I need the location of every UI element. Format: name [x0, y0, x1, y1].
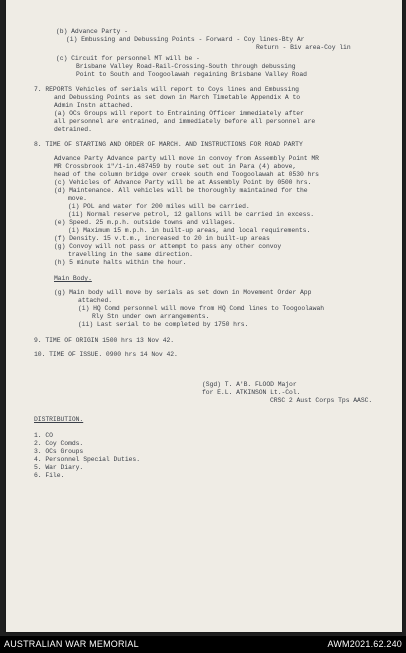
main-body-line: (g) Main body will move by serials as set down in Movement Order App — [54, 289, 312, 296]
paragraph-8-line: head of the column bridge over creek south end Toogoolawah at 0530 hrs — [54, 171, 319, 178]
distribution-heading: DISTRIBUTION. — [34, 416, 84, 423]
section-c-line: Point to South and Toogoolawah regaining Brisbane Valley Road — [76, 71, 307, 78]
main-body-line: attached. — [78, 297, 113, 304]
footer-institution: AUSTRALIAN WAR MEMORIAL — [4, 639, 139, 649]
distribution-item: 2. Coy Comds. — [34, 440, 84, 447]
main-body-line: (ii) Last serial to be completed by 1750 hrs. — [78, 321, 249, 328]
main-body-line: (i) HQ Comd personnel will move from HQ Comd lines to Toogoolawah — [78, 305, 325, 312]
main-body-heading: Main Body. — [54, 275, 92, 282]
section-c-heading: (c) Circuit for personnel MT will be - — [56, 55, 200, 62]
signature-line: CRSC 2 Aust Corps Tps AASC. — [270, 397, 373, 404]
paragraph-8-line: (d) Maintenance. All vehicles will be thoroughly maintained for the — [54, 187, 308, 194]
paragraph-8-line: (h) 5 minute halts within the hour. — [54, 259, 187, 266]
section-b-heading: (b) Advance Party - — [56, 28, 128, 35]
paragraph-8-heading: 8. TIME OF STARTING AND ORDER OF MARCH. AND INSTRUCTIONS FOR ROAD PARTY — [34, 141, 303, 148]
paragraph-8-line: move. — [68, 195, 87, 202]
paragraph-7-line: and Debussing Points as set down in March Timetable Appendix A to — [54, 94, 301, 101]
paragraph-8-line: MR Crossbrook 1"/1-in.487459 by route set out in Para (4) above, — [54, 163, 297, 170]
distribution-item: 6. File. — [34, 472, 65, 479]
paragraph-7: 7. REPORTS Vehicles of serials will report to Coys lines and Embussing — [34, 86, 299, 93]
section-b-line: Return - Biv area-Coy lin — [256, 44, 351, 51]
section-b-line: (i) Embussing and Debussing Points - Forward - Coy lines-Bty Ar — [66, 36, 305, 43]
paragraph-8-line: (ii) Normal reserve petrol, 12 gallons will be carried in excess. — [68, 211, 315, 218]
distribution-item: 3. OCs Groups — [34, 448, 84, 455]
paragraph-8-line: (f) Density. 15 v.t.m., increased to 20 in built-up areas — [54, 235, 270, 242]
paragraph-7-line: Admin Instn attached. — [54, 102, 134, 109]
section-c-line: Brisbane Valley Road-Rail-Crossing-South through debussing — [76, 63, 296, 70]
distribution-item: 5. War Diary. — [34, 464, 84, 471]
distribution-item: 1. CO — [34, 432, 53, 439]
document-page — [6, 0, 402, 632]
paragraph-10: 10. TIME OF ISSUE. 0900 hrs 14 Nov 42. — [34, 351, 178, 358]
paragraph-8-line: travelling in the same direction. — [68, 251, 193, 258]
main-body-line: Rly Stn under own arrangements. — [92, 313, 210, 320]
signature-line: (Sgd) T. A'B. FLOOD Major — [202, 381, 297, 388]
paragraph-8-line: (c) Vehicles of Advance Party will be at Assembly Point by 0500 hrs. — [54, 179, 312, 186]
paragraph-8-line: (g) Convoy will not pass or attempt to pass any other convoy — [54, 243, 282, 250]
paragraph-8-line: Advance Party Advance party will move in convoy from Assembly Point MR — [54, 155, 319, 162]
paragraph-7-line: all personnel are entrained, and immediately before all personnel are — [54, 118, 316, 125]
signature-line: for E.L. ATKINSON Lt.-Col. — [202, 389, 301, 396]
paragraph-9: 9. TIME OF ORIGIN 1500 hrs 13 Nov 42. — [34, 337, 175, 344]
distribution-item: 4. Personnel Special Duties. — [34, 456, 140, 463]
paragraph-8-line: (i) Maximum 15 m.p.h. in built-up areas, and local requirements. — [68, 227, 311, 234]
archive-footer — [0, 636, 406, 653]
footer-accession-number: AWM2021.62.240 — [327, 639, 402, 649]
paragraph-8-line: (i) POL and water for 200 miles will be carried. — [68, 203, 250, 210]
paragraph-7-line: (a) OCs Groups will report to Entraining Officer immediately after — [54, 110, 304, 117]
paragraph-7-line: detrained. — [54, 126, 92, 133]
paragraph-8-line: (e) Speed. 25 m.p.h. outside towns and villages. — [54, 219, 236, 226]
